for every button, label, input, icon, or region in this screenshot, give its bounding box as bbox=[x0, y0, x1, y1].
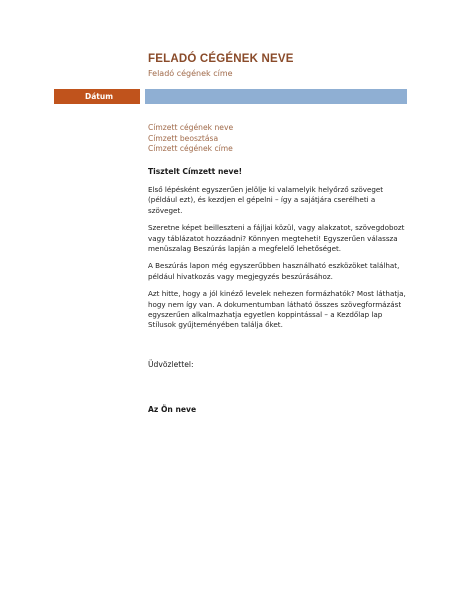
date-label: Dátum bbox=[85, 92, 114, 101]
letter-body bbox=[148, 185, 410, 338]
recipient-company-address: Címzett cégének címe bbox=[148, 144, 233, 153]
date-bar bbox=[54, 89, 140, 104]
closing: Üdvözlettel: bbox=[148, 360, 194, 369]
recipient-company-name: Címzett cégének neve bbox=[148, 123, 234, 132]
recipient-title: Címzett beosztása bbox=[148, 133, 219, 143]
body-paragraph: A Beszúrás lapon még egyszerűbben használható eszközöket találhat, például hivatkozás vagy megjegyzés beszúrásához. bbox=[148, 261, 400, 281]
recipient-block bbox=[148, 123, 233, 155]
decorative-blue-bar bbox=[145, 89, 407, 104]
sender-company-name: FELADÓ CÉGÉNEK NEVE bbox=[148, 53, 294, 65]
greeting: Tisztelt Címzett neve! bbox=[148, 167, 243, 176]
sender-company-address: Feladó cégének címe bbox=[148, 69, 233, 78]
body-paragraph: Szeretne képet beilleszteni a fájljai közül, vagy alakzatot, szövegdobozt vagy táblázatot hozzáadni? Könnyen megteheti! Egyszerűen válassza menüszalag Beszúrás lapján a megfelelő lehetőséget. bbox=[148, 223, 405, 254]
body-paragraph: Első lépésként egyszerűen jelölje ki valamelyik helyőrző szöveget (például ezt), és kezdjen el gépelni – így a sajátjára cserélheti a szöveget. bbox=[148, 185, 384, 215]
body-paragraph: Azt hitte, hogy a jól kinéző levelek nehezen formázhatók? Most láthatja, hogy nem így van. A dokumentumban látható összes szövegformázást egyszerűen alkalmazhatja egyetlen koppintással – a Kezdőlap lap Stílusok gyűjteményében találja őket. bbox=[148, 289, 406, 330]
signature-name: Az Ön neve bbox=[148, 405, 197, 414]
